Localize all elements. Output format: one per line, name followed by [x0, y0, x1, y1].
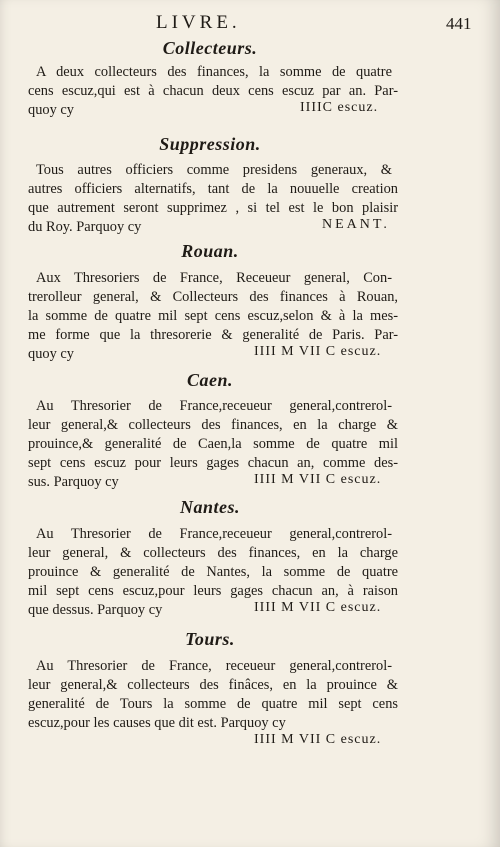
text-line: me forme que la thresorerie & generalité de Paris. Par- [28, 327, 398, 343]
amount: IIII M VII C escuz. [254, 600, 382, 615]
amount: IIIIC escuz. [300, 100, 379, 115]
text-line: autres officiers alternatifs, tant de la nouuelle creation [28, 181, 398, 197]
text-line: mil sept cens escuz,pour leurs gages chacun an, à raison [28, 583, 398, 599]
amount: IIII M VII C escuz. [254, 344, 382, 359]
text-line: cens escuz,qui est à chacun deux cens escuz par an. Par- [28, 83, 398, 99]
section-heading: Tours. [185, 629, 235, 649]
text-line: quoy cy [28, 102, 74, 118]
section-heading: Suppression. [159, 134, 261, 154]
text-line: Tous autres officiers comme presidens generaux, & [36, 162, 392, 178]
page-number: 441 [446, 14, 472, 33]
text-line: leur general,& collecteurs des finâces, en la prouince & [28, 677, 398, 693]
text-line: que autrement seront supprimez , si tel est le bon plaisir [28, 200, 398, 216]
amount: NEANT. [322, 217, 390, 232]
text-line: generalité de Tours la somme de quatre mil sept cens [28, 696, 398, 712]
text-line: Au Thresorier de France,receueur general,contrerol- [36, 526, 392, 542]
text-line: trerolleur general, & Collecteurs des finances à Rouan, [28, 289, 398, 305]
text-line: Aux Thresoriers de France, Receueur general, Con- [36, 270, 392, 286]
text-line: la somme de quatre mil sept cens escuz,selon & à la mes- [28, 308, 398, 324]
amount: IIII M VII C escuz. [254, 732, 382, 747]
text-line: escuz,pour les causes que dit est. Parquoy cy [28, 715, 286, 731]
text-line: A deux collecteurs des finances, la somme de quatre [36, 64, 392, 80]
section-heading: Caen. [186, 370, 233, 390]
section-heading: Rouan. [181, 241, 239, 261]
running-head [0, 10, 500, 34]
running-title: LIVRE. [156, 12, 241, 33]
text-line: sus. Parquoy cy [28, 474, 119, 490]
text-line: sept cens escuz pour leurs gages chacun an, comme des- [28, 455, 398, 471]
text-line: Au Thresorier de France, receueur general,contrerol- [36, 658, 392, 674]
text-line: leur general, & collecteurs des finances, en la charge [28, 545, 398, 561]
text-line: quoy cy [28, 346, 74, 362]
section-heading: Collecteurs. [162, 38, 258, 58]
text-line: prouince & generalité de Nantes, la somme de quatre [28, 564, 398, 580]
section-heading: Nantes. [179, 497, 240, 517]
text-line: prouince,& generalité de Caen,la somme de quatre mil [28, 436, 398, 452]
text-line: Au Thresorier de France,receueur general,contrerol- [36, 398, 392, 414]
text-line: du Roy. Parquoy cy [28, 219, 142, 235]
text-line: que dessus. Parquoy cy [28, 602, 163, 618]
amount: IIII M VII C escuz. [254, 472, 382, 487]
text-line: leur general,& collecteurs des finances, en la charge & [28, 417, 398, 433]
